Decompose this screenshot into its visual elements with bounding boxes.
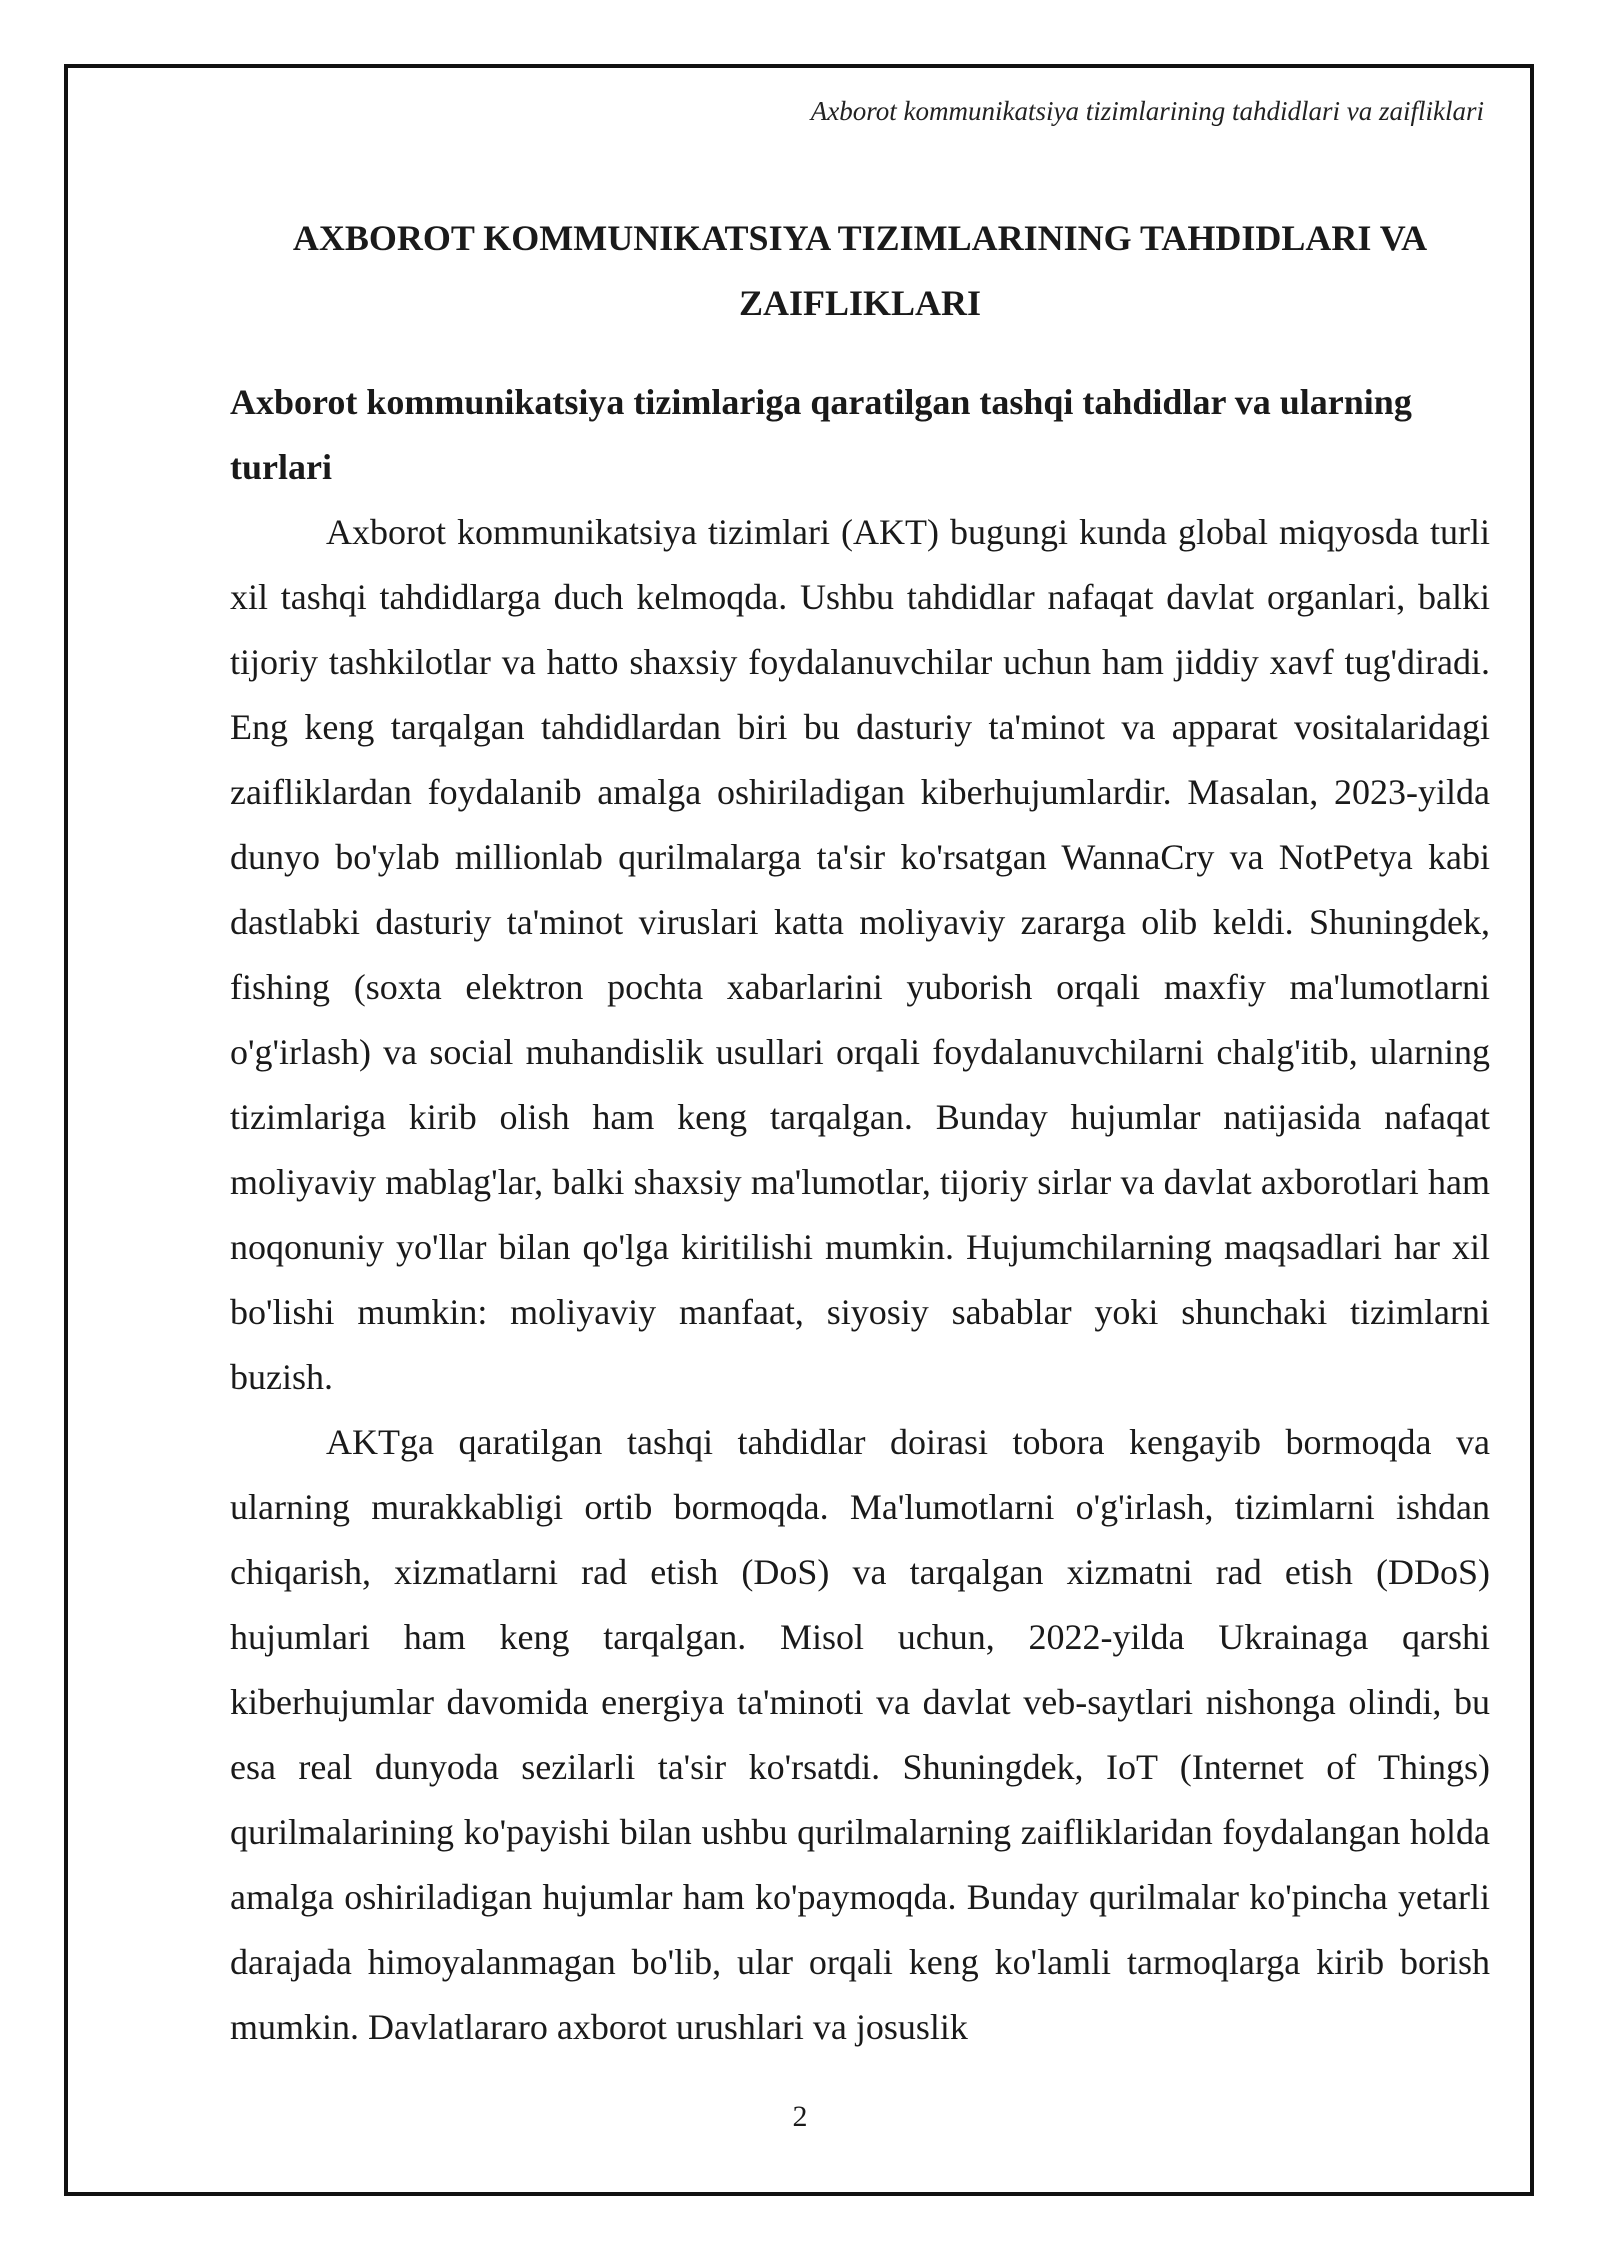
page-content: [230, 206, 1490, 2060]
section-heading: Axborot kommunikatsiya tizimlariga qaratilgan tashqi tahdidlar va ularning turlari: [230, 382, 1412, 487]
running-header: Axborot kommunikatsiya tizimlarining tahdidlari va zaifliklari: [810, 96, 1484, 126]
page-number: 2: [792, 2100, 808, 2133]
document-title: AXBOROT KOMMUNIKATSIYA TIZIMLARINING TAHDIDLARI VA ZAIFLIKLARI: [292, 218, 1428, 323]
body-paragraph: AKTga qaratilgan tashqi tahdidlar doirasi tobora kengayib bormoqda va ularning murakkabligi ortib bormoqda. Ma'lumotlarni o'g'irlash, tizimlarni ishdan chiqarish, xizmatlarni rad etish (DoS) va tarqalgan xizmatni rad etish (DDoS) hujumlari ham keng tarqalgan. Misol uchun, 2022-yilda Ukrainaga qarshi kiberhujumlar davomida energiya ta'minoti va davlat veb-saytlari nishonga olindi, bu esa real dunyoda sezilarli ta'sir ko'rsatdi. Shuningdek, IoT (Internet of Things) qurilmalarining ko'payishi bilan ushbu qurilmalarning zaifliklaridan foydalangan holda amalga oshiriladigan hujumlar ham ko'paymoqda. Bunday qurilmalar ko'pincha yetarli darajada himoyalanmagan bo'lib, ular orqali keng ko'lamli tarmoqlarga kirib borish mumkin. Davlatlararo axborot urushlari va josuslik: [230, 1422, 1490, 2047]
body-paragraph: Axborot kommunikatsiya tizimlari (AKT) bugungi kunda global miqyosda turli xil tashqi tahdidlarga duch kelmoqda. Ushbu tahdidlar nafaqat davlat organlari, balki tijoriy tashkilotlar va hatto shaxsiy foydalanuvchilar uchun ham jiddiy xavf tug'diradi. Eng keng tarqalgan tahdidlardan biri bu dasturiy ta'minot va apparat vositalaridagi zaifliklardan foydalanib amalga oshiriladigan kiberhujumlardir. Masalan, 2023-yilda dunyo bo'ylab millionlab qurilmalarga ta'sir ko'rsatgan WannaCry va NotPetya kabi dastlabki dasturiy ta'minot viruslari katta moliyaviy zararga olib keldi. Shuningdek, fishing (soxta elektron pochta xabarlarini yuborish orqali maxfiy ma'lumotlarni o'g'irlash) va social muhandislik usullari orqali foydalanuvchilarni chalg'itib, ularning tizimlariga kirib olish ham keng tarqalgan. Bunday hujumlar natijasida nafaqat moliyaviy mablag'lar, balki shaxsiy ma'lumotlar, tijoriy sirlar va davlat axborotlari ham noqonuniy yo'llar bilan qo'lga kiritilishi mumkin. Hujumchilarning maqsadlari har xil bo'lishi mumkin: moliyaviy manfaat, siyosiy sabablar yoki shunchaki tizimlarni buzish.: [230, 512, 1490, 1397]
